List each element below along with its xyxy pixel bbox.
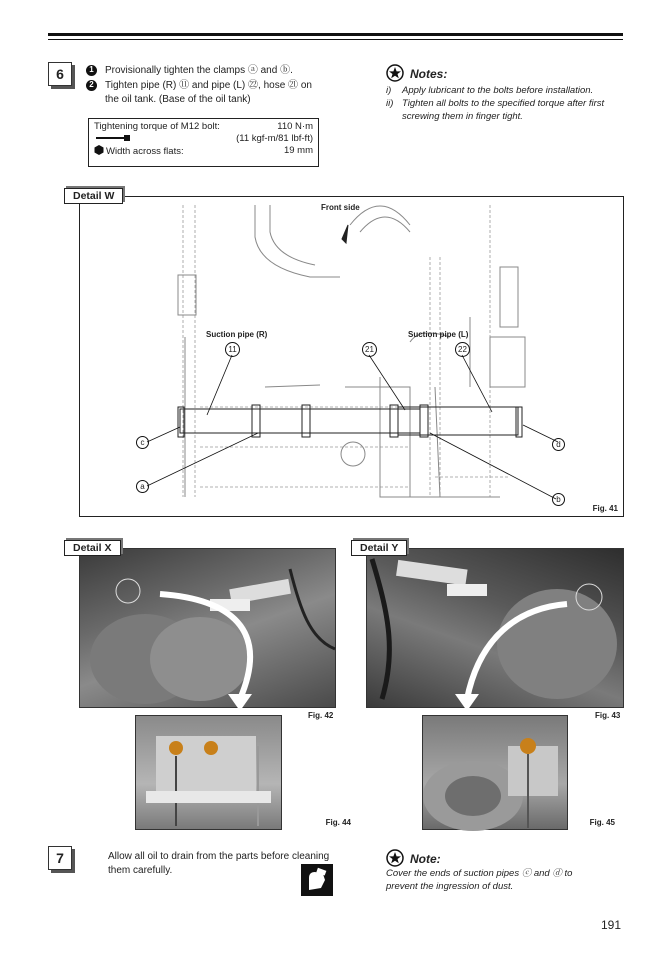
header-rule-thick [48, 33, 623, 36]
item-1-text: Provisionally tighten the clamps ⓐ and ⓑ. [105, 65, 293, 76]
callout-b: b [552, 493, 565, 506]
cleaning-hand-glyph [301, 864, 333, 896]
fig-41-label: Fig. 41 [592, 504, 618, 513]
notes-title: Notes: [410, 67, 448, 81]
note-7-text [386, 867, 626, 893]
width-label: Width across flats: [106, 146, 184, 157]
torque-label: Tightening torque of M12 bolt: [94, 121, 220, 132]
callout-22: 22 [455, 342, 470, 357]
detail-w-figure [79, 196, 624, 517]
item-2-text-line2: the oil tank. (Base of the oil tank) [105, 94, 251, 105]
detail-w-label: Detail W [64, 188, 123, 204]
fig-43-label: Fig. 43 [595, 711, 621, 720]
torque-value: 110 N·m [277, 121, 313, 132]
step-7-text-line2: them carefully. [108, 865, 173, 876]
width-value: 19 mm [283, 145, 313, 156]
step-6-item-1 [86, 64, 293, 78]
step-6-number: 6 [48, 62, 72, 86]
callout-11: 11 [225, 342, 240, 357]
front-side-label: Front side [321, 203, 360, 212]
fig-45-label: Fig. 45 [589, 818, 615, 827]
note-2-marker: ii) [386, 98, 394, 109]
star-note-icon [386, 849, 404, 867]
item-2-text-line1: Tighten pipe (R) ⑪ and pipe (L) ㉒, hose ㉑ on [105, 80, 312, 91]
star-note-icon [386, 64, 404, 82]
note-1-marker: i) [386, 85, 392, 96]
detail-y-label: Detail Y [351, 540, 407, 556]
page-number: 191 [601, 918, 622, 932]
header-rule-thin [48, 39, 623, 40]
fig-44-photo-art [136, 716, 281, 829]
note-1-text: Apply lubricant to the bolts before installation. [402, 85, 594, 96]
detail-x-photo-art [80, 549, 335, 707]
note-2-text-line2: screwing them in finger tight. [402, 111, 523, 122]
note-7-text-line2: prevent the ingression of dust. [386, 881, 514, 892]
notes-list [386, 84, 626, 123]
cleaning-hand-icon [301, 864, 333, 896]
callout-c: c [136, 436, 149, 449]
detail-x-photo [79, 548, 336, 708]
torque-spec-box [88, 118, 319, 167]
note-7-title: Note: [410, 852, 441, 866]
step-6-item-2 [86, 79, 346, 107]
suction-pipe-diagram [80, 197, 623, 516]
fig-42-label: Fig. 42 [308, 711, 334, 720]
note-7-heading [386, 849, 441, 868]
fig-44-label: Fig. 44 [325, 818, 351, 827]
item-2-marker: 2 [86, 80, 97, 91]
fig-45-photo-art [423, 716, 567, 829]
detail-y-photo [366, 548, 624, 708]
hex-nut-icon [94, 145, 104, 155]
note-2-text-line1: Tighten all bolts to the specified torque after first [402, 98, 605, 109]
step-7-text-line1: Allow all oil to drain from the parts before cleaning [108, 851, 330, 862]
detail-y-photo-art [367, 549, 623, 707]
callout-d: d [552, 438, 565, 451]
note-7-text-line1: Cover the ends of suction pipes ⓒ and ⓓ to [386, 868, 573, 879]
suction-pipe-r-label: Suction pipe (R) [206, 330, 268, 339]
suction-pipe-l-label: Suction pipe (L) [408, 330, 469, 339]
item-1-marker: 1 [86, 65, 97, 76]
detail-x-label: Detail X [64, 540, 121, 556]
fig-45-photo [422, 715, 615, 830]
torque-alt-value: (11 kgf-m/81 lbf-ft) [236, 133, 313, 144]
step-7-number: 7 [48, 846, 72, 870]
callout-a: a [136, 480, 149, 493]
callout-21: 21 [362, 342, 377, 357]
wrench-icon [94, 133, 134, 143]
notes-heading [386, 64, 447, 83]
